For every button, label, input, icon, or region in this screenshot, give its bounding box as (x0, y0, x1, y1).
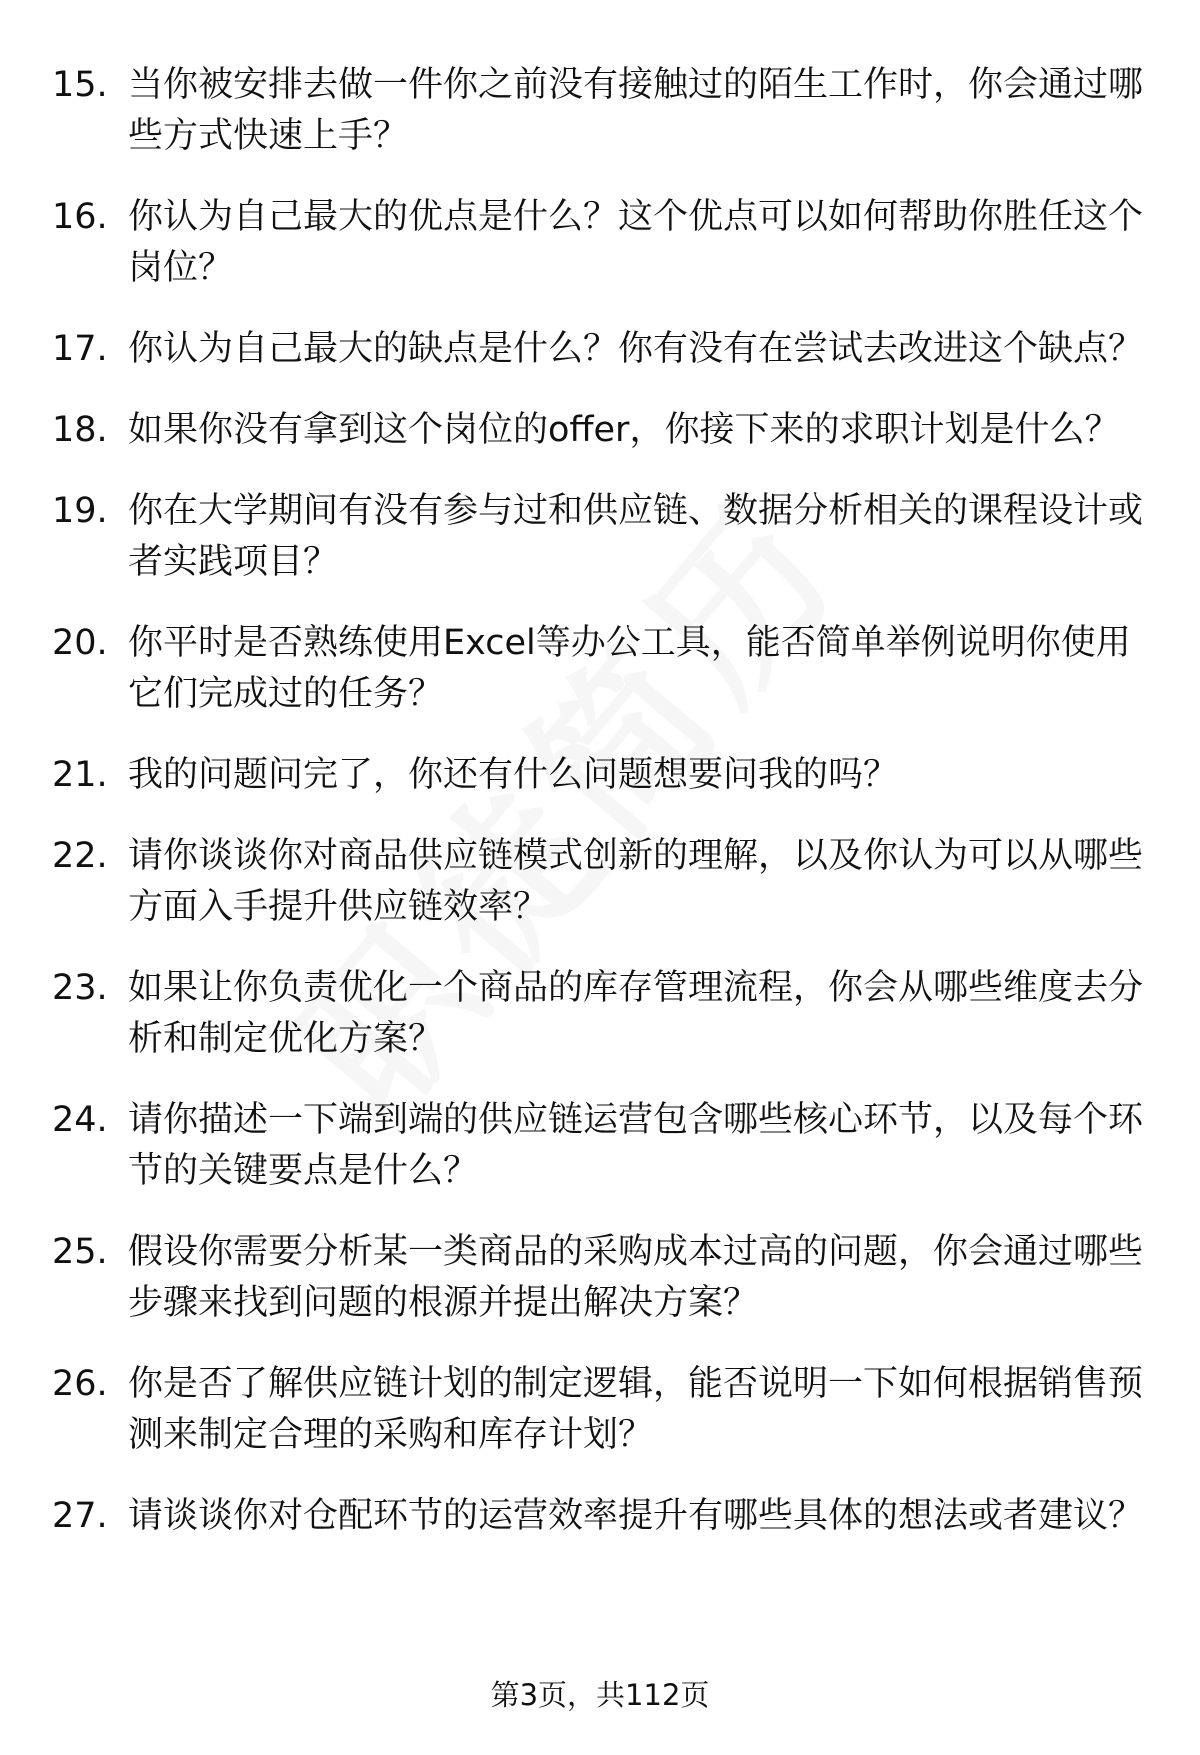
question-text: 如果让你负责优化一个商品的库存管理流程，你会从哪些维度去分析和制定优化方案？ (128, 968, 1144, 1059)
list-item (52, 1227, 1162, 1329)
list-item (52, 405, 1162, 456)
question-number: 26. (52, 1364, 108, 1404)
list-item (52, 963, 1162, 1065)
question-number: 21. (52, 755, 108, 795)
list-item (52, 750, 1162, 801)
question-text: 你是否了解供应链计划的制定逻辑，能否说明一下如何根据销售预测来制定合理的采购和库存计划？ (128, 1364, 1144, 1455)
list-item (52, 60, 1162, 162)
question-number: 18. (52, 410, 108, 450)
question-text: 我的问题问完了，你还有什么问题想要问我的吗？ (128, 755, 899, 795)
question-text: 请你描述一下端到端的供应链运营包含哪些核心环节，以及每个环节的关键要点是什么？ (128, 1100, 1144, 1191)
list-item (52, 1359, 1162, 1461)
question-text: 如果你没有拿到这个岗位的offer，你接下来的求职计划是什么？ (128, 410, 1120, 450)
question-text: 请你谈谈你对商品供应链模式创新的理解，以及你认为可以从哪些方面入手提升供应链效率？ (128, 836, 1144, 927)
question-number: 17. (52, 329, 108, 369)
question-text: 你在大学期间有没有参与过和供应链、数据分析相关的课程设计或者实践项目？ (128, 491, 1144, 582)
question-text: 当你被安排去做一件你之前没有接触过的陌生工作时，你会通过哪些方式快速上手？ (128, 65, 1144, 156)
question-text: 你认为自己最大的优点是什么？这个优点可以如何帮助你胜任这个岗位？ (128, 197, 1144, 288)
question-list (52, 60, 1162, 1572)
question-number: 20. (52, 623, 108, 663)
list-item (52, 618, 1162, 720)
question-number: 19. (52, 491, 108, 531)
question-number: 22. (52, 836, 108, 876)
list-item (52, 1491, 1162, 1542)
list-item (52, 486, 1162, 588)
question-number: 15. (52, 65, 108, 105)
question-number: 23. (52, 968, 108, 1008)
list-item (52, 192, 1162, 294)
question-text: 你平时是否熟练使用Excel等办公工具，能否简单举例说明你使用它们完成过的任务？ (128, 623, 1131, 714)
question-text: 你认为自己最大的缺点是什么？你有没有在尝试去改进这个缺点？ (128, 329, 1144, 369)
question-text: 假设你需要分析某一类商品的采购成本过高的问题，你会通过哪些步骤来找到问题的根源并提出解决方案？ (128, 1232, 1144, 1323)
question-text: 请谈谈你对仓配环节的运营效率提升有哪些具体的想法或者建议？ (128, 1496, 1144, 1536)
question-number: 24. (52, 1100, 108, 1140)
list-item (52, 831, 1162, 933)
page-number-footer: 第3页，共112页 (490, 1678, 710, 1712)
question-number: 25. (52, 1232, 108, 1272)
list-item (52, 1095, 1162, 1197)
question-number: 27. (52, 1496, 108, 1536)
list-item (52, 324, 1162, 375)
question-number: 16. (52, 197, 108, 237)
